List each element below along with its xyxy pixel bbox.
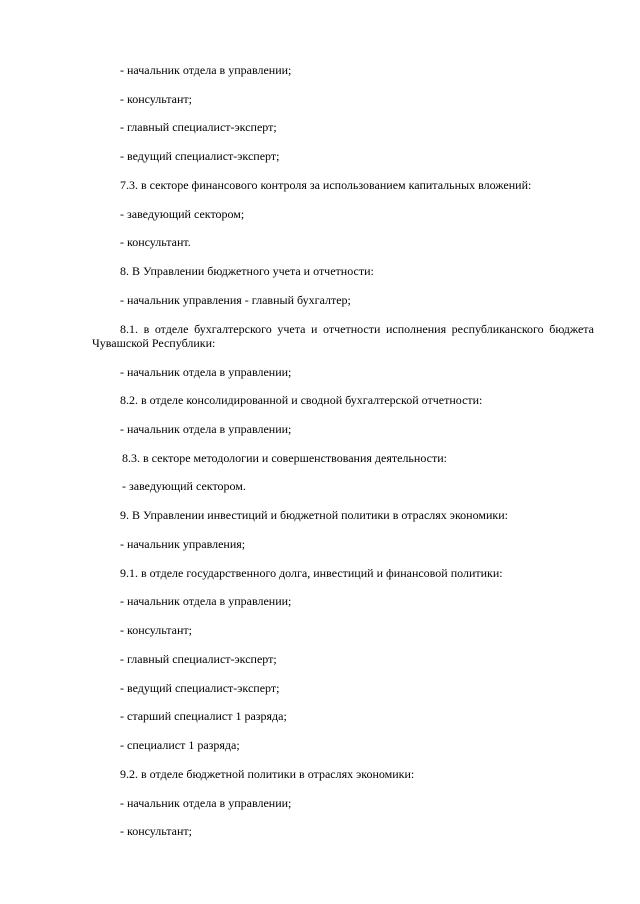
text-line: - начальник отдела в управлении; (120, 796, 292, 810)
text-line: - специалист 1 разряда; (120, 738, 240, 752)
section-heading: 9. В Управлении инвестиций и бюджетной политики в отраслях экономики: (120, 508, 508, 522)
text-line: - начальник отдела в управлении; (120, 422, 292, 436)
text-line: - главный специалист-эксперт; (120, 120, 277, 134)
text-line: - старший специалист 1 разряда; (120, 709, 287, 723)
text-line: - ведущий специалист-эксперт; (120, 149, 280, 163)
section-heading: 8.2. в отделе консолидированной и сводной бухгалтерской отчетности: (120, 393, 483, 407)
section-heading: 9.2. в отделе бюджетной политики в отраслях экономики: (120, 767, 415, 781)
text-line: - консультант. (120, 235, 191, 249)
section-heading: 7.3. в секторе финансового контроля за использованием капитальных вложений: (120, 178, 532, 192)
text-line: - заведующий сектором; (120, 207, 245, 221)
text-line: - начальник отдела в управлении; (120, 594, 292, 608)
text-line: - консультант; (120, 824, 192, 838)
section-heading: 9.1. в отделе государственного долга, инвестиций и финансовой политики: (120, 566, 503, 580)
text-line: - начальник отдела в управлении; (120, 365, 292, 379)
section-heading: 8. В Управлении бюджетного учета и отчетности: (120, 264, 374, 278)
text-line: - консультант; (120, 623, 192, 637)
text-line: - начальник управления - главный бухгалтер; (120, 293, 351, 307)
text-line: - начальник управления; (120, 537, 246, 551)
section-heading-paragraph: 8.1. в отделе бухгалтерского учета и отчетности исполнения республиканского бюджета Чувашской Республики: (92, 322, 594, 350)
text-line: - консультант; (120, 92, 192, 106)
text-line: - заведующий сектором. (122, 479, 246, 493)
section-heading: 8.3. в секторе методологии и совершенствования деятельности: (122, 451, 447, 465)
text-line: - ведущий специалист-эксперт; (120, 681, 280, 695)
text-line: - начальник отдела в управлении; (120, 63, 292, 77)
text-line: - главный специалист-эксперт; (120, 652, 277, 666)
